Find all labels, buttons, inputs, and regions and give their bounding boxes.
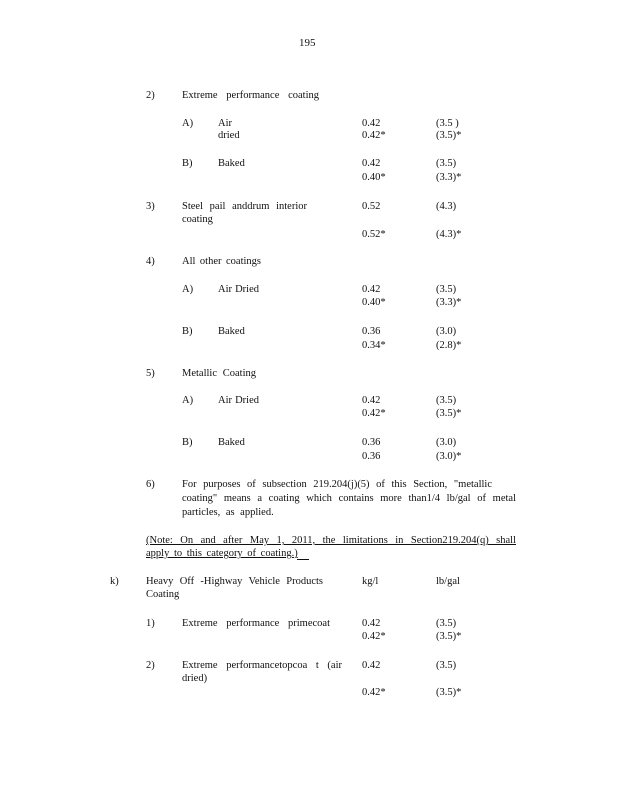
value-lbgal: (3.5) (436, 395, 457, 406)
item-number: 5) (146, 368, 155, 379)
value-lbgal: (3.5) (436, 660, 457, 671)
value-kgl: 0.42* (362, 687, 386, 698)
section-title: Coating (146, 589, 180, 600)
value-kgl: 0.36 (362, 326, 381, 337)
value-lbgal: (3.0) (436, 437, 457, 448)
sub-letter: B) (182, 158, 193, 169)
section-letter: k) (110, 576, 119, 587)
sub-label: Baked (218, 158, 245, 169)
value-kgl: 0.42 (362, 618, 381, 629)
value-kgl: 0.36 (362, 437, 381, 448)
note-underline-extension (297, 559, 309, 560)
value-lbgal: (3.5) (436, 284, 457, 295)
value-kgl: 0.42 (362, 395, 381, 406)
section-title: Heavy Off -Highway Vehicle Products (146, 576, 323, 587)
value-lbgal: (3.0)* (436, 451, 462, 462)
item-title: coating (182, 214, 213, 225)
definition-line: For purposes of subsection 219.204(j)(5) of this Section, "metallic (182, 479, 492, 490)
value-kgl: 0.36 (362, 451, 381, 462)
value-kgl: 0.34* (362, 340, 386, 351)
value-lbgal: (4.3)* (436, 229, 462, 240)
value-lbgal: (3.5)* (436, 408, 462, 419)
item-number: 4) (146, 256, 155, 267)
definition-line: particles, as applied. (182, 507, 274, 518)
sub-label: Baked (218, 437, 245, 448)
value-kgl: 0.40* (362, 172, 386, 183)
sub-letter: B) (182, 326, 193, 337)
item-number: 2) (146, 660, 155, 671)
item-title: Steel pail anddrum interior (182, 201, 307, 212)
unit-header-kgl: kg/l (362, 576, 379, 587)
note-line: apply to this category of coating.) (146, 548, 298, 559)
value-kgl: 0.42 (362, 158, 381, 169)
sub-label: Baked (218, 326, 245, 337)
item-title: Extreme performance coating (182, 90, 319, 101)
value-lbgal: (3.5)* (436, 687, 462, 698)
item-number: 6) (146, 479, 155, 490)
sub-letter: B) (182, 437, 193, 448)
item-number: 3) (146, 201, 155, 212)
value-lbgal: (3.3)* (436, 172, 462, 183)
value-kgl: 0.42* (362, 130, 386, 141)
page-number: 195 (299, 37, 316, 49)
value-lbgal: (4.3) (436, 201, 457, 212)
value-kgl: 0.42 (362, 660, 381, 671)
sub-letter: A) (182, 284, 194, 295)
value-lbgal: (3.5)* (436, 130, 462, 141)
value-kgl: 0.42 (362, 118, 381, 129)
note-line: (Note: On and after May 1, 2011, the limitations in Section219.204(q) shall (146, 535, 516, 546)
item-title: Extreme performancetopcoa t (air (182, 660, 342, 671)
value-kgl: 0.42* (362, 408, 386, 419)
value-kgl: 0.52 (362, 201, 381, 212)
value-lbgal: (3.5) (436, 618, 457, 629)
value-lbgal: (2.8)* (436, 340, 462, 351)
sub-label: Air Dried (218, 284, 259, 295)
value-lbgal: (3.0) (436, 326, 457, 337)
value-kgl: 0.42 (362, 284, 381, 295)
value-lbgal: (3.5 ) (436, 118, 459, 129)
value-kgl: 0.42* (362, 631, 386, 642)
item-title: Metallic Coating (182, 368, 256, 379)
sub-label: Air dried (218, 118, 240, 141)
unit-header-lbgal: lb/gal (436, 576, 460, 587)
sub-letter: A) (182, 395, 194, 406)
sub-label: Air Dried (218, 395, 259, 406)
item-title: Extreme performance primecoat (182, 618, 330, 629)
item-number: 2) (146, 90, 155, 101)
definition-line: coating" means a coating which contains more than1/4 lb/gal of metal (182, 493, 516, 504)
value-kgl: 0.52* (362, 229, 386, 240)
item-title: dried) (182, 673, 208, 684)
value-kgl: 0.40* (362, 297, 386, 308)
value-lbgal: (3.5) (436, 158, 457, 169)
sub-letter: A) (182, 118, 194, 129)
item-number: 1) (146, 618, 155, 629)
value-lbgal: (3.3)* (436, 297, 462, 308)
item-title: All other coatings (182, 256, 261, 267)
value-lbgal: (3.5)* (436, 631, 462, 642)
